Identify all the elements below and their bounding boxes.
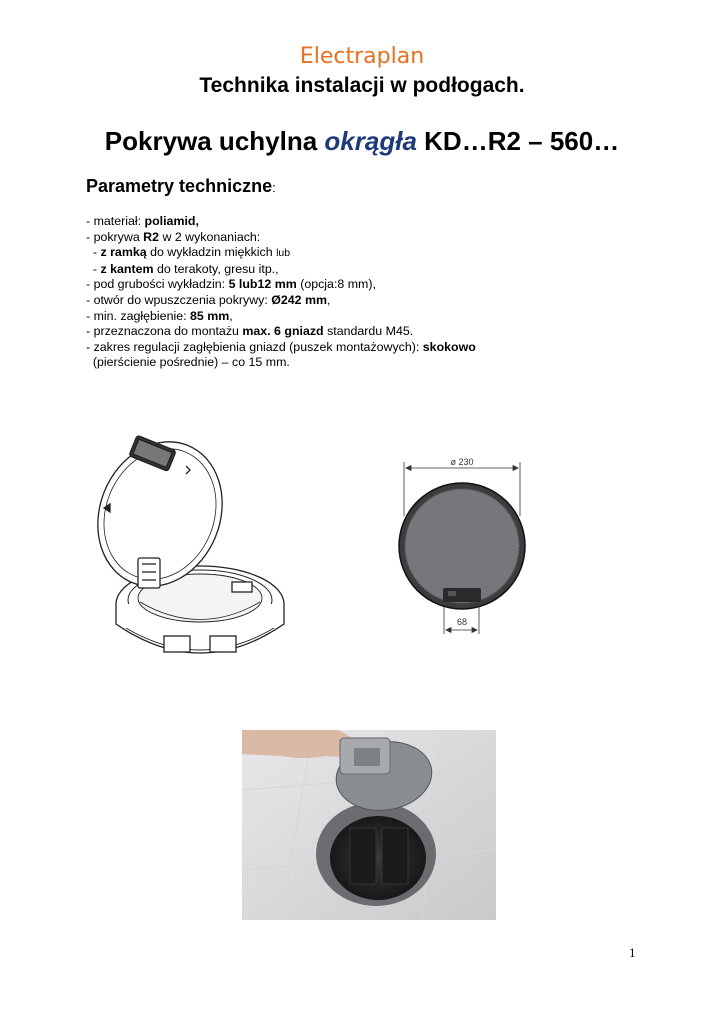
param-text: - min. zagłębienie: — [86, 308, 190, 323]
param-line — [86, 340, 476, 356]
param-line — [86, 293, 476, 309]
param-value: z ramką — [100, 245, 147, 260]
params-heading — [86, 176, 276, 197]
params-heading-colon: : — [272, 180, 276, 195]
param-value: 85 mm — [190, 308, 230, 323]
param-line — [86, 214, 476, 230]
param-text: (pierścienie pośrednie) – co 15 mm. — [86, 355, 290, 370]
param-value: R2 — [143, 229, 159, 244]
line-drawing-figure — [82, 432, 292, 668]
param-text: - przeznaczona do montażu — [86, 324, 243, 339]
title-suffix: KD…R2 – 560… — [416, 126, 620, 156]
params-heading-text: Parametry techniczne — [86, 176, 273, 196]
param-value: 5 lub12 mm — [228, 277, 297, 292]
title-prefix: Pokrywa uchylna — [104, 126, 325, 156]
dim-diameter-label: ø 230 — [450, 457, 474, 467]
param-text: do terakoty, gresu itp., — [153, 261, 279, 276]
param-value: z kantem — [100, 261, 154, 276]
document-subtitle: Technika instalacji w podłogach. — [199, 74, 525, 97]
param-value: poliamid, — [144, 214, 199, 228]
params-list — [86, 214, 476, 371]
param-line — [86, 324, 476, 340]
dim-handle-label: 68 — [456, 617, 468, 627]
param-text: - materiał: — [86, 214, 145, 228]
dimension-figure — [296, 440, 640, 662]
param-text: standardu M45. — [323, 324, 414, 339]
param-value: skokowo — [422, 339, 476, 354]
param-text: - — [86, 245, 101, 260]
installation-photo — [242, 730, 496, 920]
page-number: 1 — [629, 945, 636, 960]
param-value: Ø242 mm — [271, 292, 328, 307]
param-text: do wykładzin miękkich — [146, 245, 277, 260]
param-text: - pokrywa — [86, 229, 144, 244]
param-text: , — [327, 292, 331, 307]
param-text: (opcja:8 mm), — [296, 277, 376, 292]
page-title — [0, 126, 724, 157]
param-line — [86, 277, 476, 293]
param-value: max. 6 gniazd — [242, 324, 324, 339]
brand-name: Electraplan — [299, 44, 425, 69]
title-accent: okrągła — [324, 126, 417, 156]
param-text: , — [229, 308, 233, 323]
param-line — [86, 262, 476, 278]
param-line — [86, 245, 476, 262]
param-line — [86, 309, 476, 325]
param-line — [86, 230, 476, 246]
param-line — [86, 355, 476, 371]
param-text: - — [86, 261, 101, 276]
param-text: - pod grubości wykładzin: — [86, 277, 229, 292]
param-text: - zakres regulacji zagłębienia gniazd (puszek montażowych): — [86, 339, 423, 354]
param-text-small: lub — [276, 247, 291, 260]
param-text: - otwór do wpuszczenia pokrywy: — [86, 292, 272, 307]
param-text: w 2 wykonaniach: — [159, 229, 261, 244]
